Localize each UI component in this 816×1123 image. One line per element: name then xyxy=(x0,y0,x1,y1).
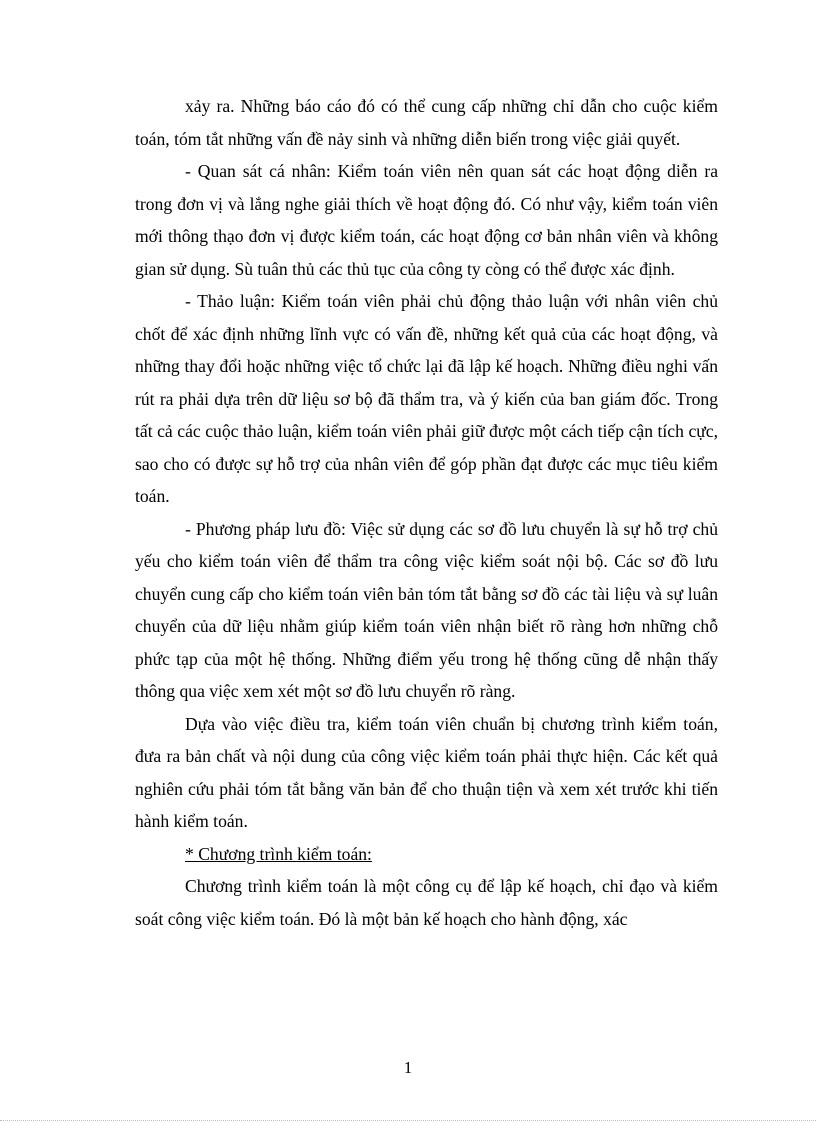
footer-divider xyxy=(0,1120,816,1121)
paragraph-continuation: xảy ra. Những báo cáo đó có thể cung cấp những chỉ dẫn cho cuộc kiểm toán, tóm tắt những vấn đề nảy sinh và những diễn biến trong việc giải quyết. xyxy=(135,96,718,149)
paragraph-audit-preparation: Dựa vào việc điều tra, kiểm toán viên chuẩn bị chương trình kiểm toán, đưa ra bản chất và nội dung của công việc kiểm toán phải thực hiện. Các kết quả nghiên cứu phải tóm tắt bằng văn bản để cho thuận tiện và xem xét trước khi tiến hành kiểm toán. xyxy=(135,713,718,831)
page-number: 1 xyxy=(403,1058,413,1077)
section-heading xyxy=(135,838,718,871)
document-body xyxy=(135,90,718,935)
paragraph-discussion: - Thảo luận: Kiểm toán viên phải chủ động thảo luận với nhân viên chủ chốt để xác định những lĩnh vực có vấn đề, những kết quả của các hoạt động, và những thay đổi hoặc những việc tổ chức lại đã lập kế hoạch. Những điều nghi vấn rút ra phải dựa trên dữ liệu sơ bộ đã thẩm tra, và ý kiến của ban giám đốc. Trong tất cả các cuộc thảo luận, kiểm toán viên phải giữ được một cách tiếp cận tích cực, sao cho có được sự hỗ trợ của nhân viên để góp phần đạt được các mục tiêu kiểm toán. xyxy=(135,291,718,506)
section-heading-text: * Chương trình kiểm toán: xyxy=(185,843,372,864)
paragraph-flowchart-method: - Phương pháp lưu đồ: Việc sử dụng các sơ đồ lưu chuyển là sự hỗ trợ chủ yếu cho kiểm toán viên để thẩm tra công việc kiểm soát nội bộ. Các sơ đồ lưu chuyển cung cấp cho kiểm toán viên bản tóm tắt bằng sơ đồ các tài liệu và sự luân chuyển của dữ liệu nhằm giúp kiểm toán viên nhận biết rõ ràng hơn những chỗ phức tạp của một hệ thống. Những điểm yếu trong hệ thống cũng dễ nhận thấy thông qua việc xem xét một sơ đồ lưu chuyển rõ ràng. xyxy=(135,518,718,701)
paragraph-personal-observation: - Quan sát cá nhân: Kiểm toán viên nên quan sát các hoạt động diễn ra trong đơn vị và lắng nghe giải thích về hoạt động đó. Có như vậy, kiểm toán viên mới thông thạo đơn vị được kiểm toán, các hoạt động cơ bản nhân viên và không gian sử dụng. Sù tuân thủ các thủ tục của công ty còng có thể được xác định. xyxy=(135,161,718,279)
paragraph-audit-program: Chương trình kiểm toán là một công cụ để lập kế hoạch, chỉ đạo và kiểm soát công việc kiểm toán. Đó là một bản kế hoạch cho hành động, xác xyxy=(135,876,718,929)
